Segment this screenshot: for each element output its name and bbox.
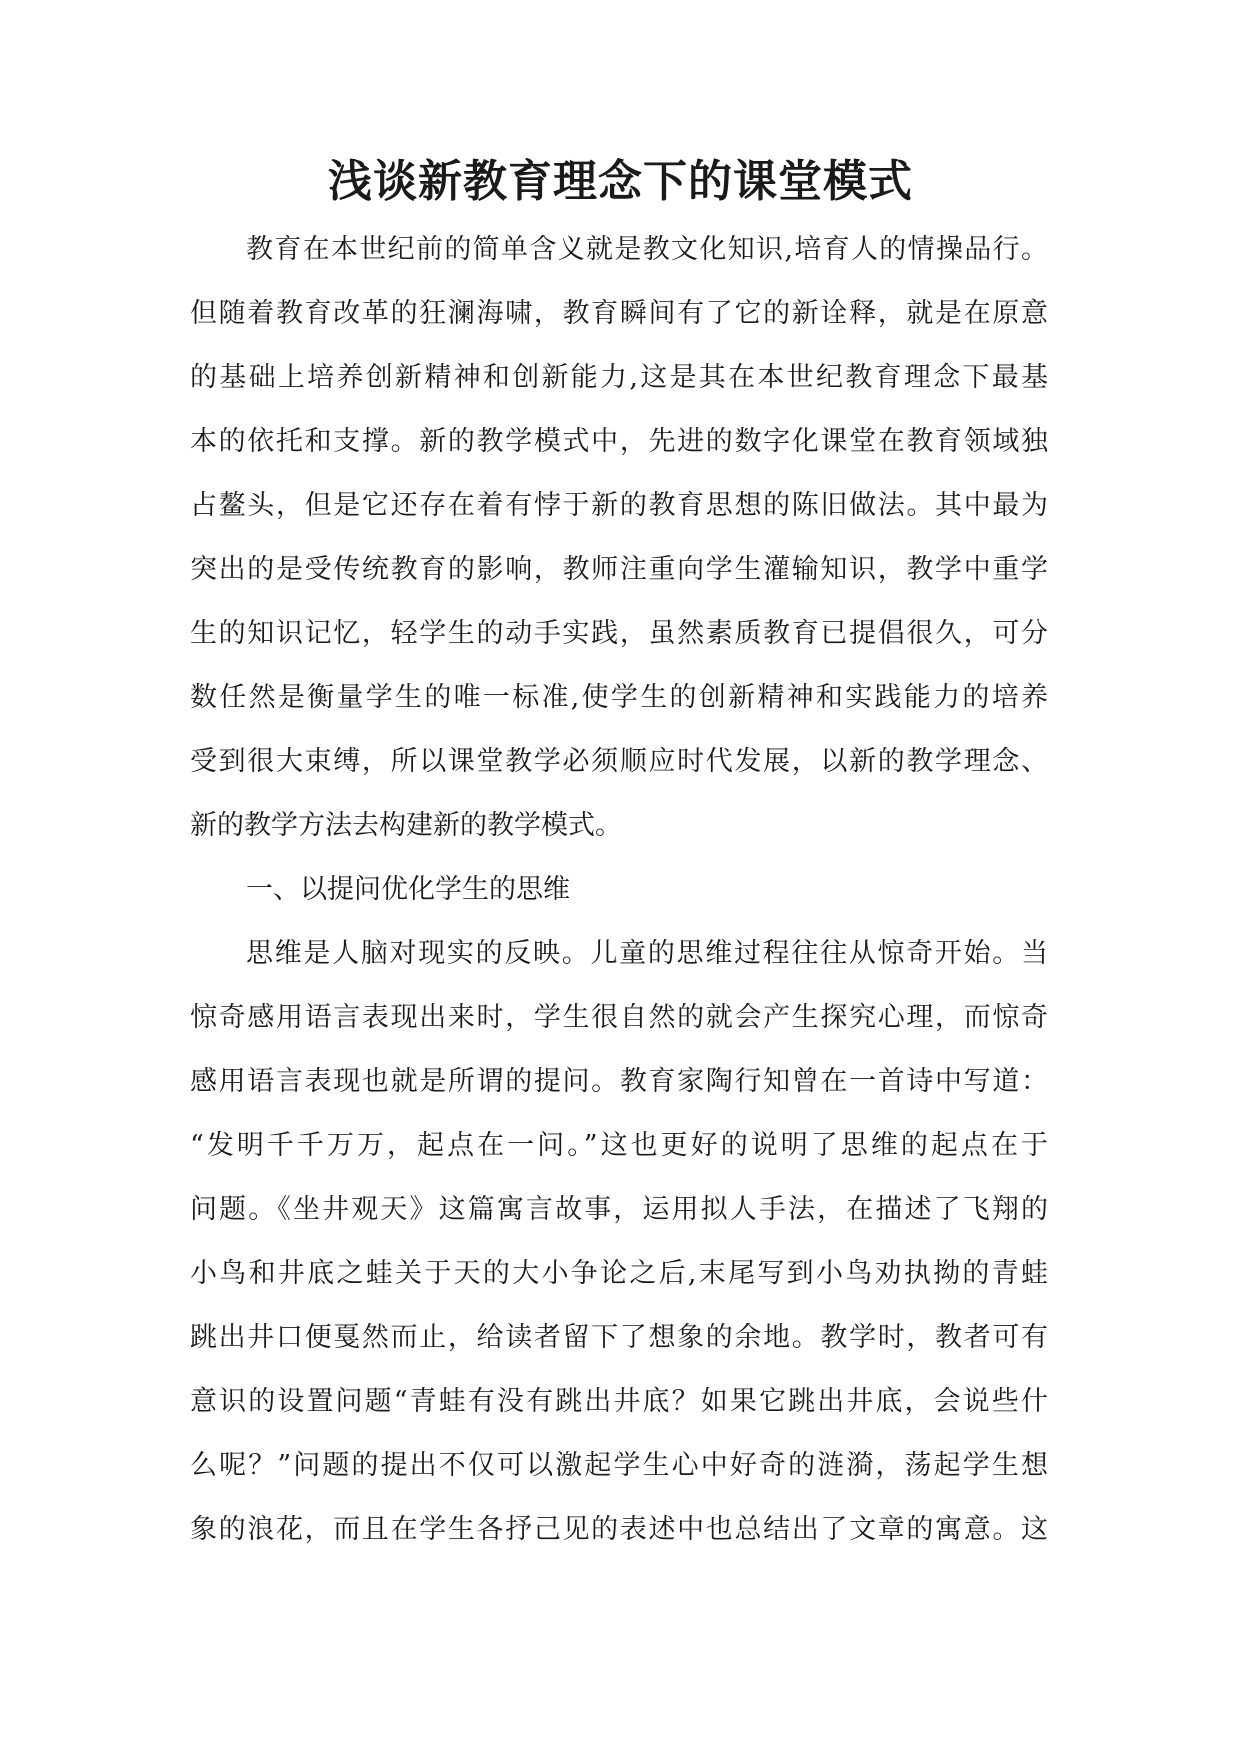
paragraph-2-line-6: 小鸟和井底之蛙关于天的大小争论之后,末尾写到小鸟劝执拗的青蛙	[190, 1258, 1048, 1289]
paragraph-2-line-5: 问题。《坐井观天》这篇寓言故事，运用拟人手法，在描述了飞翔的	[190, 1194, 1048, 1225]
paragraph-1-line-3: 的基础上培养创新精神和创新能力,这是其在本世纪教育理念下最基	[190, 362, 1048, 393]
paragraph-2-line-4: “发明千千万万，起点在一问。”这也更好的说明了思维的起点在于	[190, 1130, 1048, 1161]
paragraph-1-line-10: 新的教学方法去构建新的教学模式。	[190, 810, 622, 841]
paragraph-2-line-2: 惊奇感用语言表现出来时，学生很自然的就会产生探究心理，而惊奇	[190, 1002, 1048, 1033]
paragraph-1-line-8: 数任然是衡量学生的唯一标准,使学生的创新精神和实践能力的培养	[190, 682, 1048, 713]
paragraph-2-line-10: 象的浪花，而且在学生各抒己见的表述中也总结出了文章的寓意。这	[190, 1514, 1048, 1545]
paragraph-2-line-3: 感用语言表现也就是所谓的提问。教育家陶行知曾在一首诗中写道：	[190, 1066, 1048, 1097]
paragraph-2-line-7: 跳出井口便戛然而止，给读者留下了想象的余地。教学时，教者可有	[190, 1322, 1048, 1353]
paragraph-2-line-1: 思维是人脑对现实的反映。儿童的思维过程往往从惊奇开始。当	[246, 938, 1048, 969]
document-body	[190, 218, 1048, 1562]
paragraph-1-line-2: 但随着教育改革的狂澜海啸，教育瞬间有了它的新诠释，就是在原意	[190, 298, 1048, 329]
paragraph-1-line-6: 突出的是受传统教育的影响，教师注重向学生灌输知识，教学中重学	[190, 554, 1048, 585]
document-title: 浅谈新教育理念下的课堂模式	[328, 156, 913, 207]
paragraph-1-line-4: 本的依托和支撑。新的教学模式中，先进的数字化课堂在教育领域独	[190, 426, 1048, 457]
paragraph-1-line-1: 教育在本世纪前的简单含义就是教文化知识,培育人的情操品行。	[246, 234, 1048, 265]
paragraph-1-line-9: 受到很大束缚，所以课堂教学必须顺应时代发展，以新的教学理念、	[190, 746, 1048, 777]
section-heading-1: 一、以提问优化学生的思维	[246, 874, 570, 905]
paragraph-1-line-7: 生的知识记忆，轻学生的动手实践，虽然素质教育已提倡很久，可分	[190, 618, 1048, 649]
paragraph-2-line-9: 么呢？”问题的提出不仅可以激起学生心中好奇的涟漪，荡起学生想	[190, 1450, 1048, 1481]
paragraph-2-line-8: 意识的设置问题“青蛙有没有跳出井底？如果它跳出井底，会说些什	[190, 1386, 1048, 1417]
paragraph-1-line-5: 占鳌头，但是它还存在着有悖于新的教育思想的陈旧做法。其中最为	[190, 490, 1048, 521]
